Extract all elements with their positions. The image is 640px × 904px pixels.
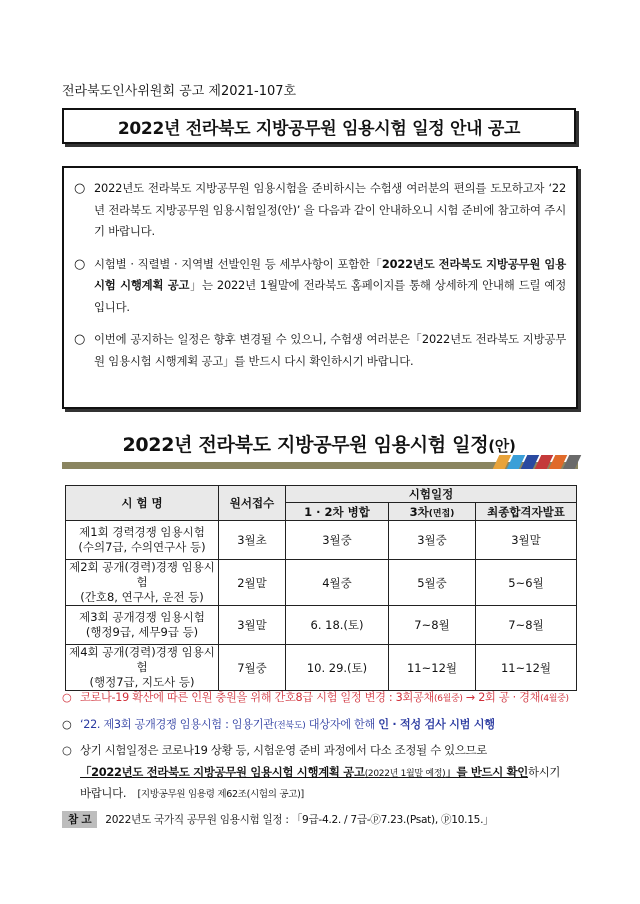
exam-name: 제3회 공개경쟁 임용시험 — [79, 610, 205, 624]
note-3-law: [지방공무원 임용령 제62조(시험의 공고)] — [137, 789, 304, 800]
main-title-text: 2022년 전라북도 지방공무원 임용시험 일정 안내 공고 — [117, 118, 521, 139]
note-2-text: ‘22. 제3회 공개경쟁 임용시험 : 임용기관 — [80, 718, 274, 731]
table-row — [66, 645, 577, 691]
header-schedule-group: 시험일정 — [286, 486, 577, 503]
schedule-title-text: 2022년 전라북도 지방공무원 임용시험 일정 — [122, 434, 489, 456]
exam-detail: (간호8, 연구사, 운전 등) — [80, 590, 204, 604]
header-interview-note: (면접) — [428, 508, 455, 519]
intro-text-3: 이번에 공지하는 일정은 향후 변경될 수 있으니, 수험생 여러분은「2022년도 전라북도 지방공무원 임용시험 시행계획 공고」를 반드시 다시 확인하시기 바랍니다. — [94, 332, 566, 368]
circle-bullet-icon: ○ — [74, 181, 86, 196]
circle-bullet-icon: ○ — [74, 256, 86, 272]
exam-name-cell — [66, 606, 219, 645]
final-cell: 5~6월 — [476, 560, 577, 606]
exam-detail: (수의7급, 수의연구사 등) — [78, 540, 206, 554]
written-cell: 3월중 — [286, 521, 389, 560]
interview-cell: 3월중 — [389, 521, 476, 560]
intro-paragraph-3 — [74, 329, 566, 372]
header-interview-label: 3차 — [409, 504, 429, 519]
apply-cell: 3월말 — [219, 606, 286, 645]
exam-name-cell — [66, 521, 219, 560]
final-cell: 11~12월 — [476, 645, 577, 691]
exam-detail: (행정9급, 세무9급 등) — [85, 625, 199, 639]
note-2-bold: 인 · 적성 검사 시범 시행 — [378, 718, 495, 731]
note-3-line-3: 바랍니다. — [80, 786, 127, 800]
intro-text-2-post: 」는 2022년 1월말에 전라북도 홈페이지를 통해 상세하게 안내해 드릴 예정입니다. — [94, 278, 567, 314]
circle-bullet-icon: ○ — [62, 718, 72, 731]
header-application: 원서접수 — [219, 486, 286, 521]
table-row — [66, 606, 577, 645]
apply-cell: 7월중 — [219, 645, 286, 691]
intro-paragraph-1 — [74, 178, 566, 243]
header-final: 최종합격자발표 — [476, 503, 577, 521]
note-3-line-1: 상기 시험일정은 코로나19 상황 등, 시험운영 준비 과정에서 다소 조정될 수 있으므로 — [80, 743, 487, 757]
exam-name: 제2회 공개(경력)경쟁 임용시험 — [69, 560, 215, 589]
decorative-stripes — [490, 455, 578, 469]
note-3-tail: 하시기 — [528, 765, 561, 779]
schedule-table — [65, 485, 577, 691]
note-1-text: 코로나-19 확산에 따른 인원 충원을 위해 간호8급 시험 일정 변경 : 3회공채 — [80, 691, 434, 704]
exam-name-cell — [66, 560, 219, 606]
apply-cell: 3월초 — [219, 521, 286, 560]
note-3-close: 」를 반드시 확인 — [445, 765, 529, 779]
note-nurse-change — [62, 689, 569, 705]
note-2-small: (전북도) — [273, 721, 306, 731]
reference-note — [62, 811, 493, 828]
notice-number: 전라북도인사위원회 공고 제2021-107호 — [62, 84, 297, 99]
table-row — [66, 560, 577, 606]
circle-bullet-icon: ○ — [62, 691, 72, 704]
intro-text-1: 2022년도 전라북도 지방공무원 임용시험을 준비하시는 수험생 여러분의 편의를 도모하고자 ‘22년 전라북도 지방공무원 임용시험일정(안)’ 을 다음과 같이 안내하오니 시험 준비에 참고하여 주시기 바랍니다. — [94, 181, 566, 238]
header-exam-name: 시 험 명 — [66, 486, 219, 521]
written-cell: 4월중 — [286, 560, 389, 606]
note-1-text-b: → 2회 공 · 경채 — [462, 691, 541, 704]
interview-cell: 5월중 — [389, 560, 476, 606]
exam-name-cell — [66, 645, 219, 691]
intro-box — [62, 166, 578, 409]
final-cell: 7~8월 — [476, 606, 577, 645]
note-1-small-b: (4월중) — [540, 694, 569, 704]
written-cell: 10. 29.(토) — [286, 645, 389, 691]
table-row — [66, 521, 577, 560]
intro-paragraph-2 — [74, 254, 566, 319]
apply-cell: 2월말 — [219, 560, 286, 606]
plan-notice-title: 2022년도 전라북도 지방공무원 임용시험 시행계획 공고 — [94, 256, 566, 292]
intro-text-2-pre: 시험별 · 직렬별 · 지역별 선발인원 등 세부사항이 포함한「 — [94, 256, 382, 271]
note-3-small: (2022년 1월말 예정) — [364, 769, 446, 779]
final-cell: 3월말 — [476, 521, 577, 560]
note-1-small: (6월중) — [434, 694, 463, 704]
written-cell: 6. 18.(토) — [286, 606, 389, 645]
note-aptitude-test — [62, 716, 495, 732]
main-title — [62, 108, 576, 144]
schedule-title-suffix: (안) — [488, 437, 516, 455]
exam-name: 제4회 공개(경력)경쟁 임용시험 — [69, 645, 215, 674]
exam-name: 제1회 경력경쟁 임용시험 — [79, 525, 205, 539]
exam-detail: (행정7급, 지도사 등) — [89, 675, 195, 689]
note-schedule-change-line3 — [80, 785, 304, 801]
reference-text: 2022년도 국가직 공무원 임용시험 일정 : 「9급-4.2. / 7급-ⓟ7.23.(Psat), ⓟ10.15.」 — [105, 814, 494, 826]
note-schedule-change — [62, 742, 487, 758]
interview-cell: 11~12월 — [389, 645, 476, 691]
interview-cell: 7~8월 — [389, 606, 476, 645]
reference-tag: 참 고 — [62, 811, 97, 828]
intro-text-2 — [94, 254, 566, 319]
circle-bullet-icon: ○ — [62, 743, 72, 757]
note-schedule-change-line2 — [80, 764, 560, 780]
schedule-title — [62, 430, 576, 457]
header-written: 1 · 2차 병합 — [286, 503, 389, 521]
note-2-text-b: 대상자에 한해 — [305, 718, 379, 731]
header-interview — [389, 503, 476, 521]
circle-bullet-icon: ○ — [74, 332, 86, 347]
note-3-bold: 「2022년도 전라북도 지방공무원 임용시험 시행계획 공고 — [80, 765, 365, 779]
